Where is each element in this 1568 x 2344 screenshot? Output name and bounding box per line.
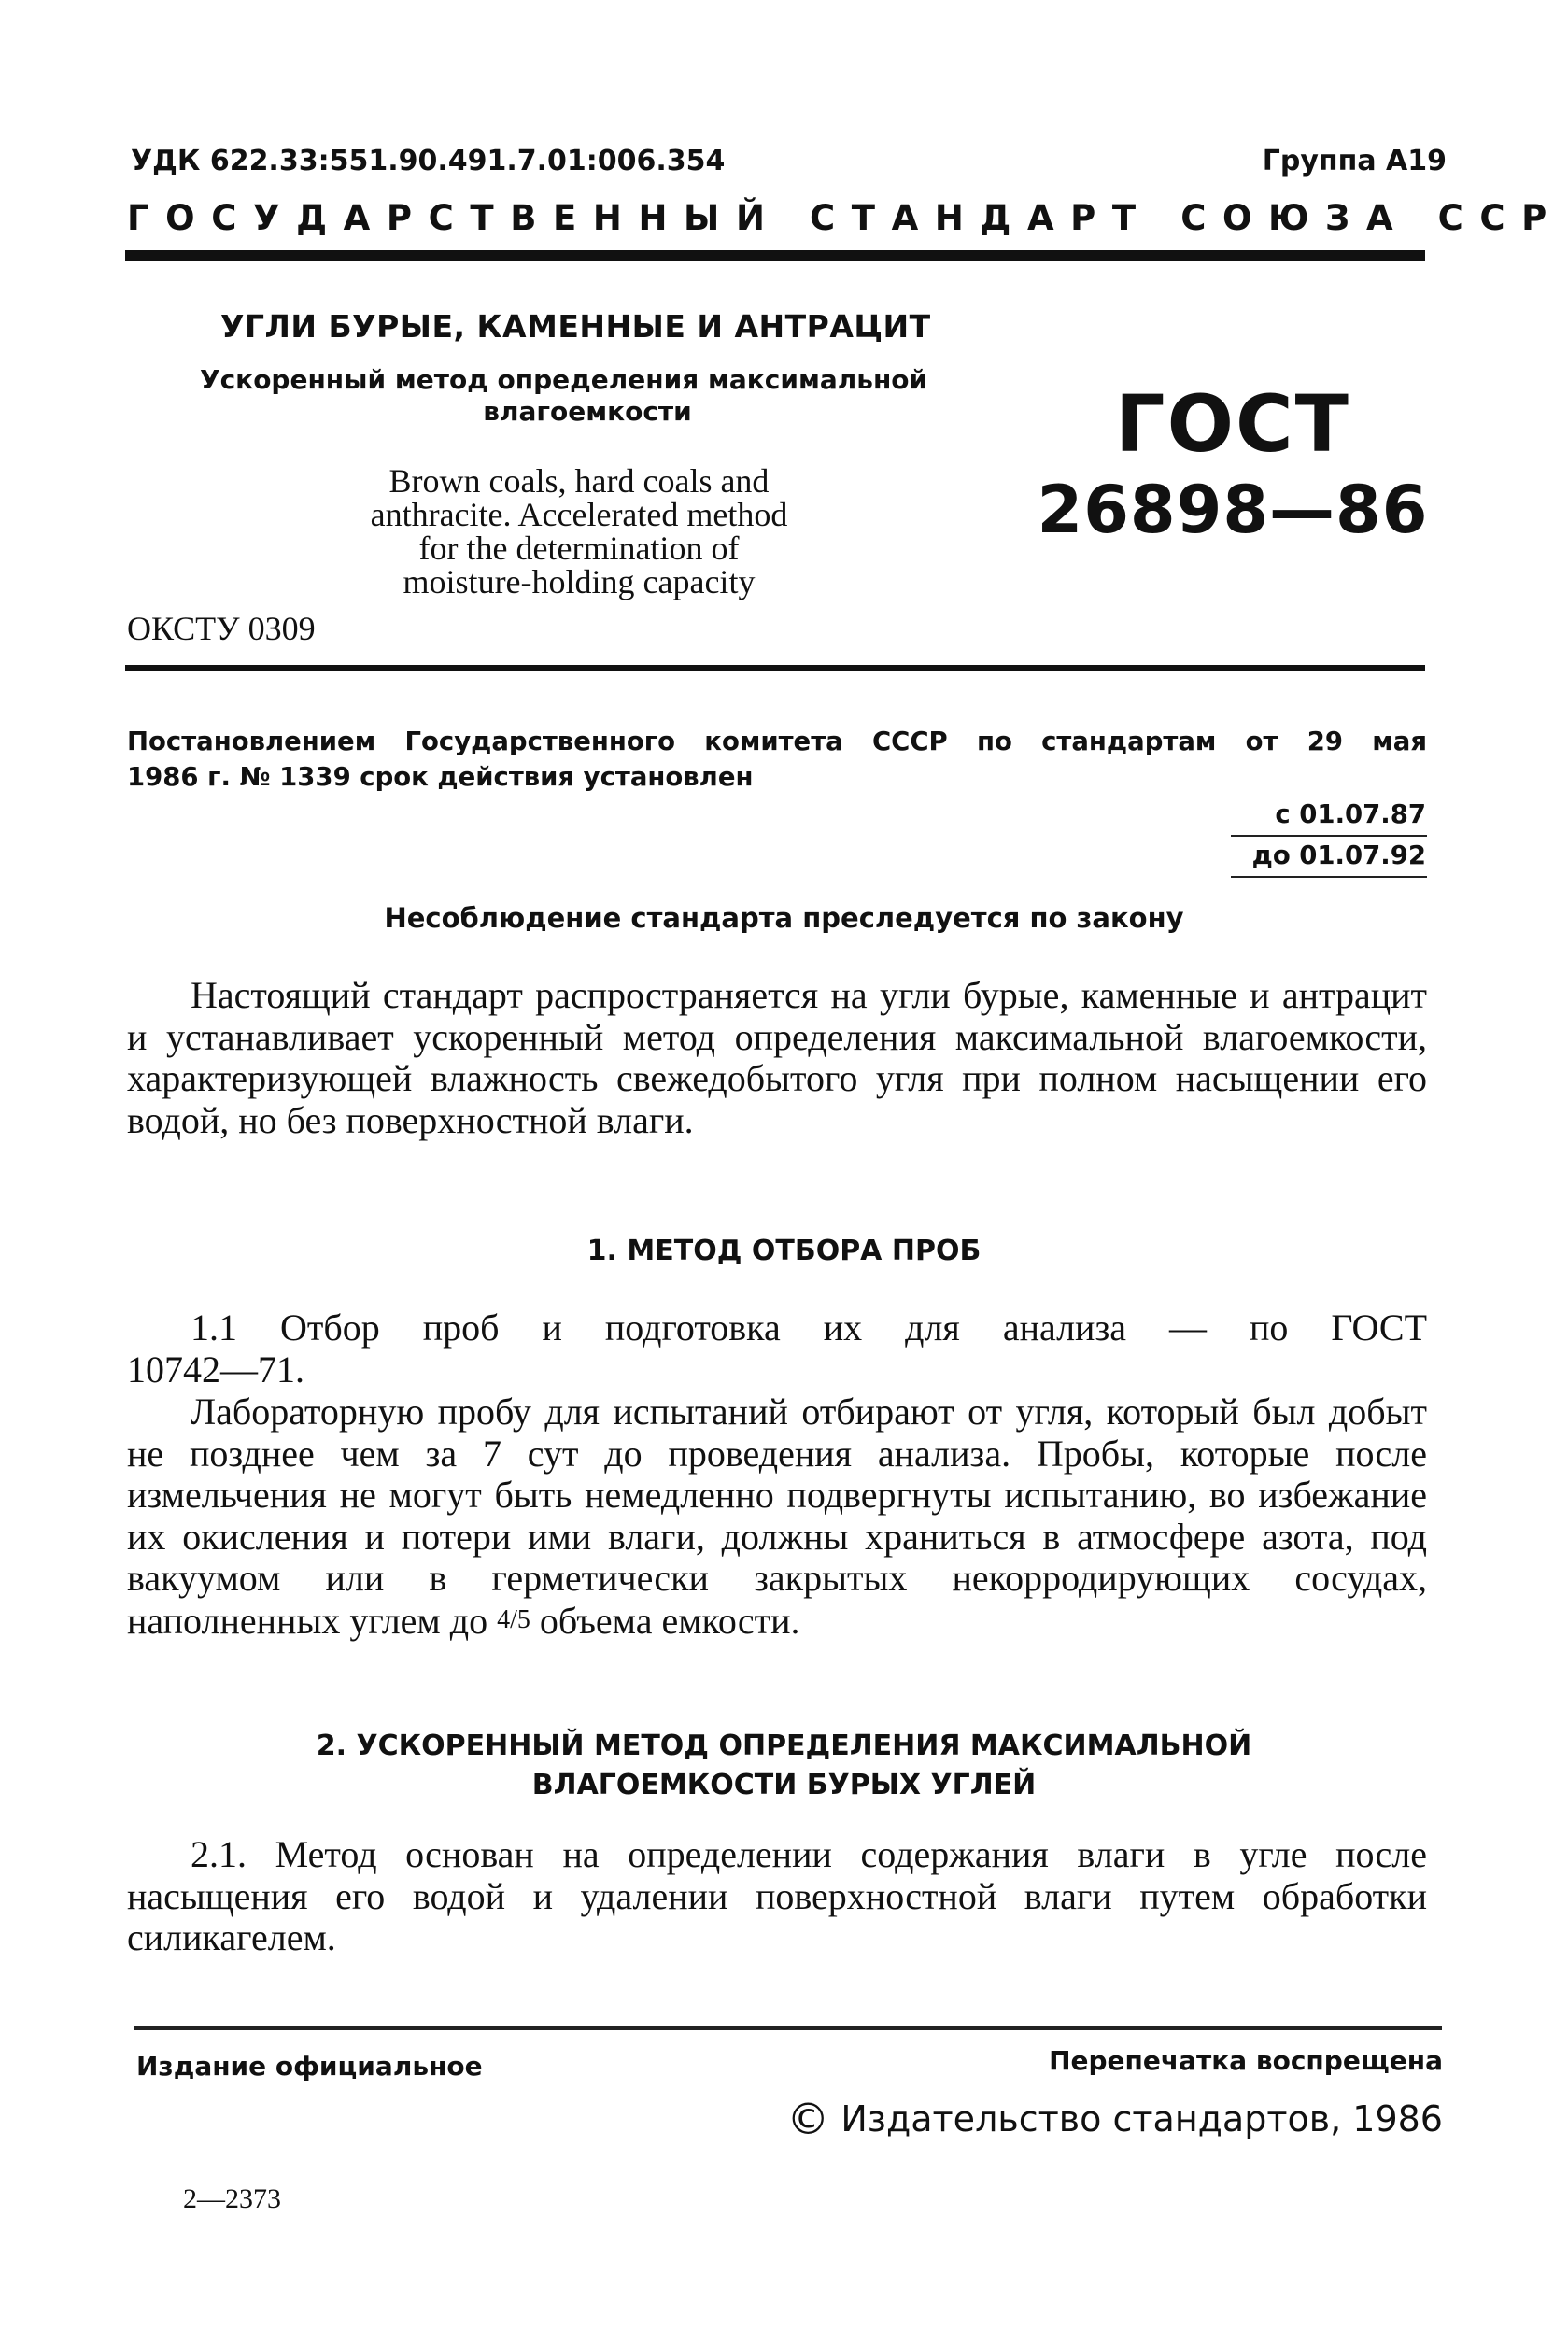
subtitle-en-line4: moisture-holding capacity <box>403 563 756 600</box>
section1-para2-text: Лабораторную пробу для испытаний отбирают от угля, который был добыт не позднее чем за 7 сут до проведения анализа. Пробы, которые после измельчения не могут быть немедленно подвергнуты испытанию, во избежание их окисления и потери ими влаги, должны храниться в атмосфере азота, под вакуумом или в герметически закрытых некорродирующих сосудах, наполненных углем до <box>127 1391 1427 1642</box>
okstu-code: ОКСТУ 0309 <box>127 610 316 647</box>
footer-rule <box>134 2026 1442 2030</box>
copyright-line <box>786 2094 1443 2144</box>
validity-to: до 01.07.92 <box>1251 840 1426 870</box>
legal-warning: Несоблюдение стандарта преследуется по закону <box>384 902 1184 934</box>
gost-label: ГОСТ <box>1115 378 1350 470</box>
document-title: УГЛИ БУРЫЕ, КАМЕННЫЕ И АНТРАЦИТ <box>220 308 931 345</box>
section1-para1: 1.1 Отбор проб и подготовка их для анализа — по ГОСТ 10742—71. <box>127 1306 1427 1391</box>
official-edition: Издание официальное <box>136 2051 483 2082</box>
group-code: Группа А19 <box>1262 145 1447 177</box>
reprint-prohibited: Перепечатка воспрещена <box>1049 2045 1443 2076</box>
subtitle-en-line2: anthracite. Accelerated method <box>370 496 788 533</box>
udk-code: УДК 622.33:551.90.491.7.01:006.354 <box>131 145 726 177</box>
subtitle-ru-line1: Ускоренный метод определения максимальной <box>200 364 928 395</box>
section1-heading: 1. МЕТОД ОТБОРА ПРОБ <box>586 1235 982 1267</box>
title-block-rule <box>125 665 1425 671</box>
section2-para1: 2.1. Метод основан на определении содержания влаги в угле после насыщения его водой и удалении поверхностной влаги путем обработки силикагелем. <box>127 1833 1427 1958</box>
publisher-name: Издательство стандартов, 1986 <box>841 2098 1443 2139</box>
validity-rule-2 <box>1231 876 1427 878</box>
subtitle-en-line1: Brown coals, hard coals and <box>388 462 770 500</box>
state-standard-banner: ГОСУДАРСТВЕННЫЙ СТАНДАРТ СОЮЗА ССР <box>127 198 1563 238</box>
subtitle-en-line3: for the determination of <box>418 530 740 567</box>
subtitle-ru-line2: влагоемкости <box>483 396 692 427</box>
validity-from: с 01.07.87 <box>1275 799 1426 829</box>
decree-line1: Постановлением Государственного комитета СССР по стандартам от 29 мая <box>127 727 1427 756</box>
header-thick-rule <box>125 250 1425 261</box>
intro-paragraph: Настоящий стандарт распространяется на угли бурые, каменные и антрацит и устанавливает ускоренный метод определения максимальной влагоемкости, характеризующей влажность свежедобытого угля при полном насыщении его водой, но без поверхностной влаги. <box>127 974 1427 1141</box>
section1-para2-end: объема емкости. <box>539 1599 800 1642</box>
section1-para2 <box>127 1391 1427 1642</box>
section2-heading-line2: ВЛАГОЕМКОСТИ БУРЫХ УГЛЕЙ <box>531 1769 1037 1801</box>
copyright-icon: © <box>786 2094 830 2144</box>
validity-rule-1 <box>1231 835 1427 837</box>
gost-number: 26898—86 <box>1037 472 1429 548</box>
decree-line2: 1986 г. № 1339 срок действия установлен <box>127 762 754 792</box>
print-code: 2—2373 <box>183 2183 281 2214</box>
fraction-four-fifths: 4/5 <box>497 1604 530 1634</box>
section2-heading-line1: 2. УСКОРЕННЫЙ МЕТОД ОПРЕДЕЛЕНИЯ МАКСИМАЛЬНОЙ <box>316 1730 1252 1762</box>
